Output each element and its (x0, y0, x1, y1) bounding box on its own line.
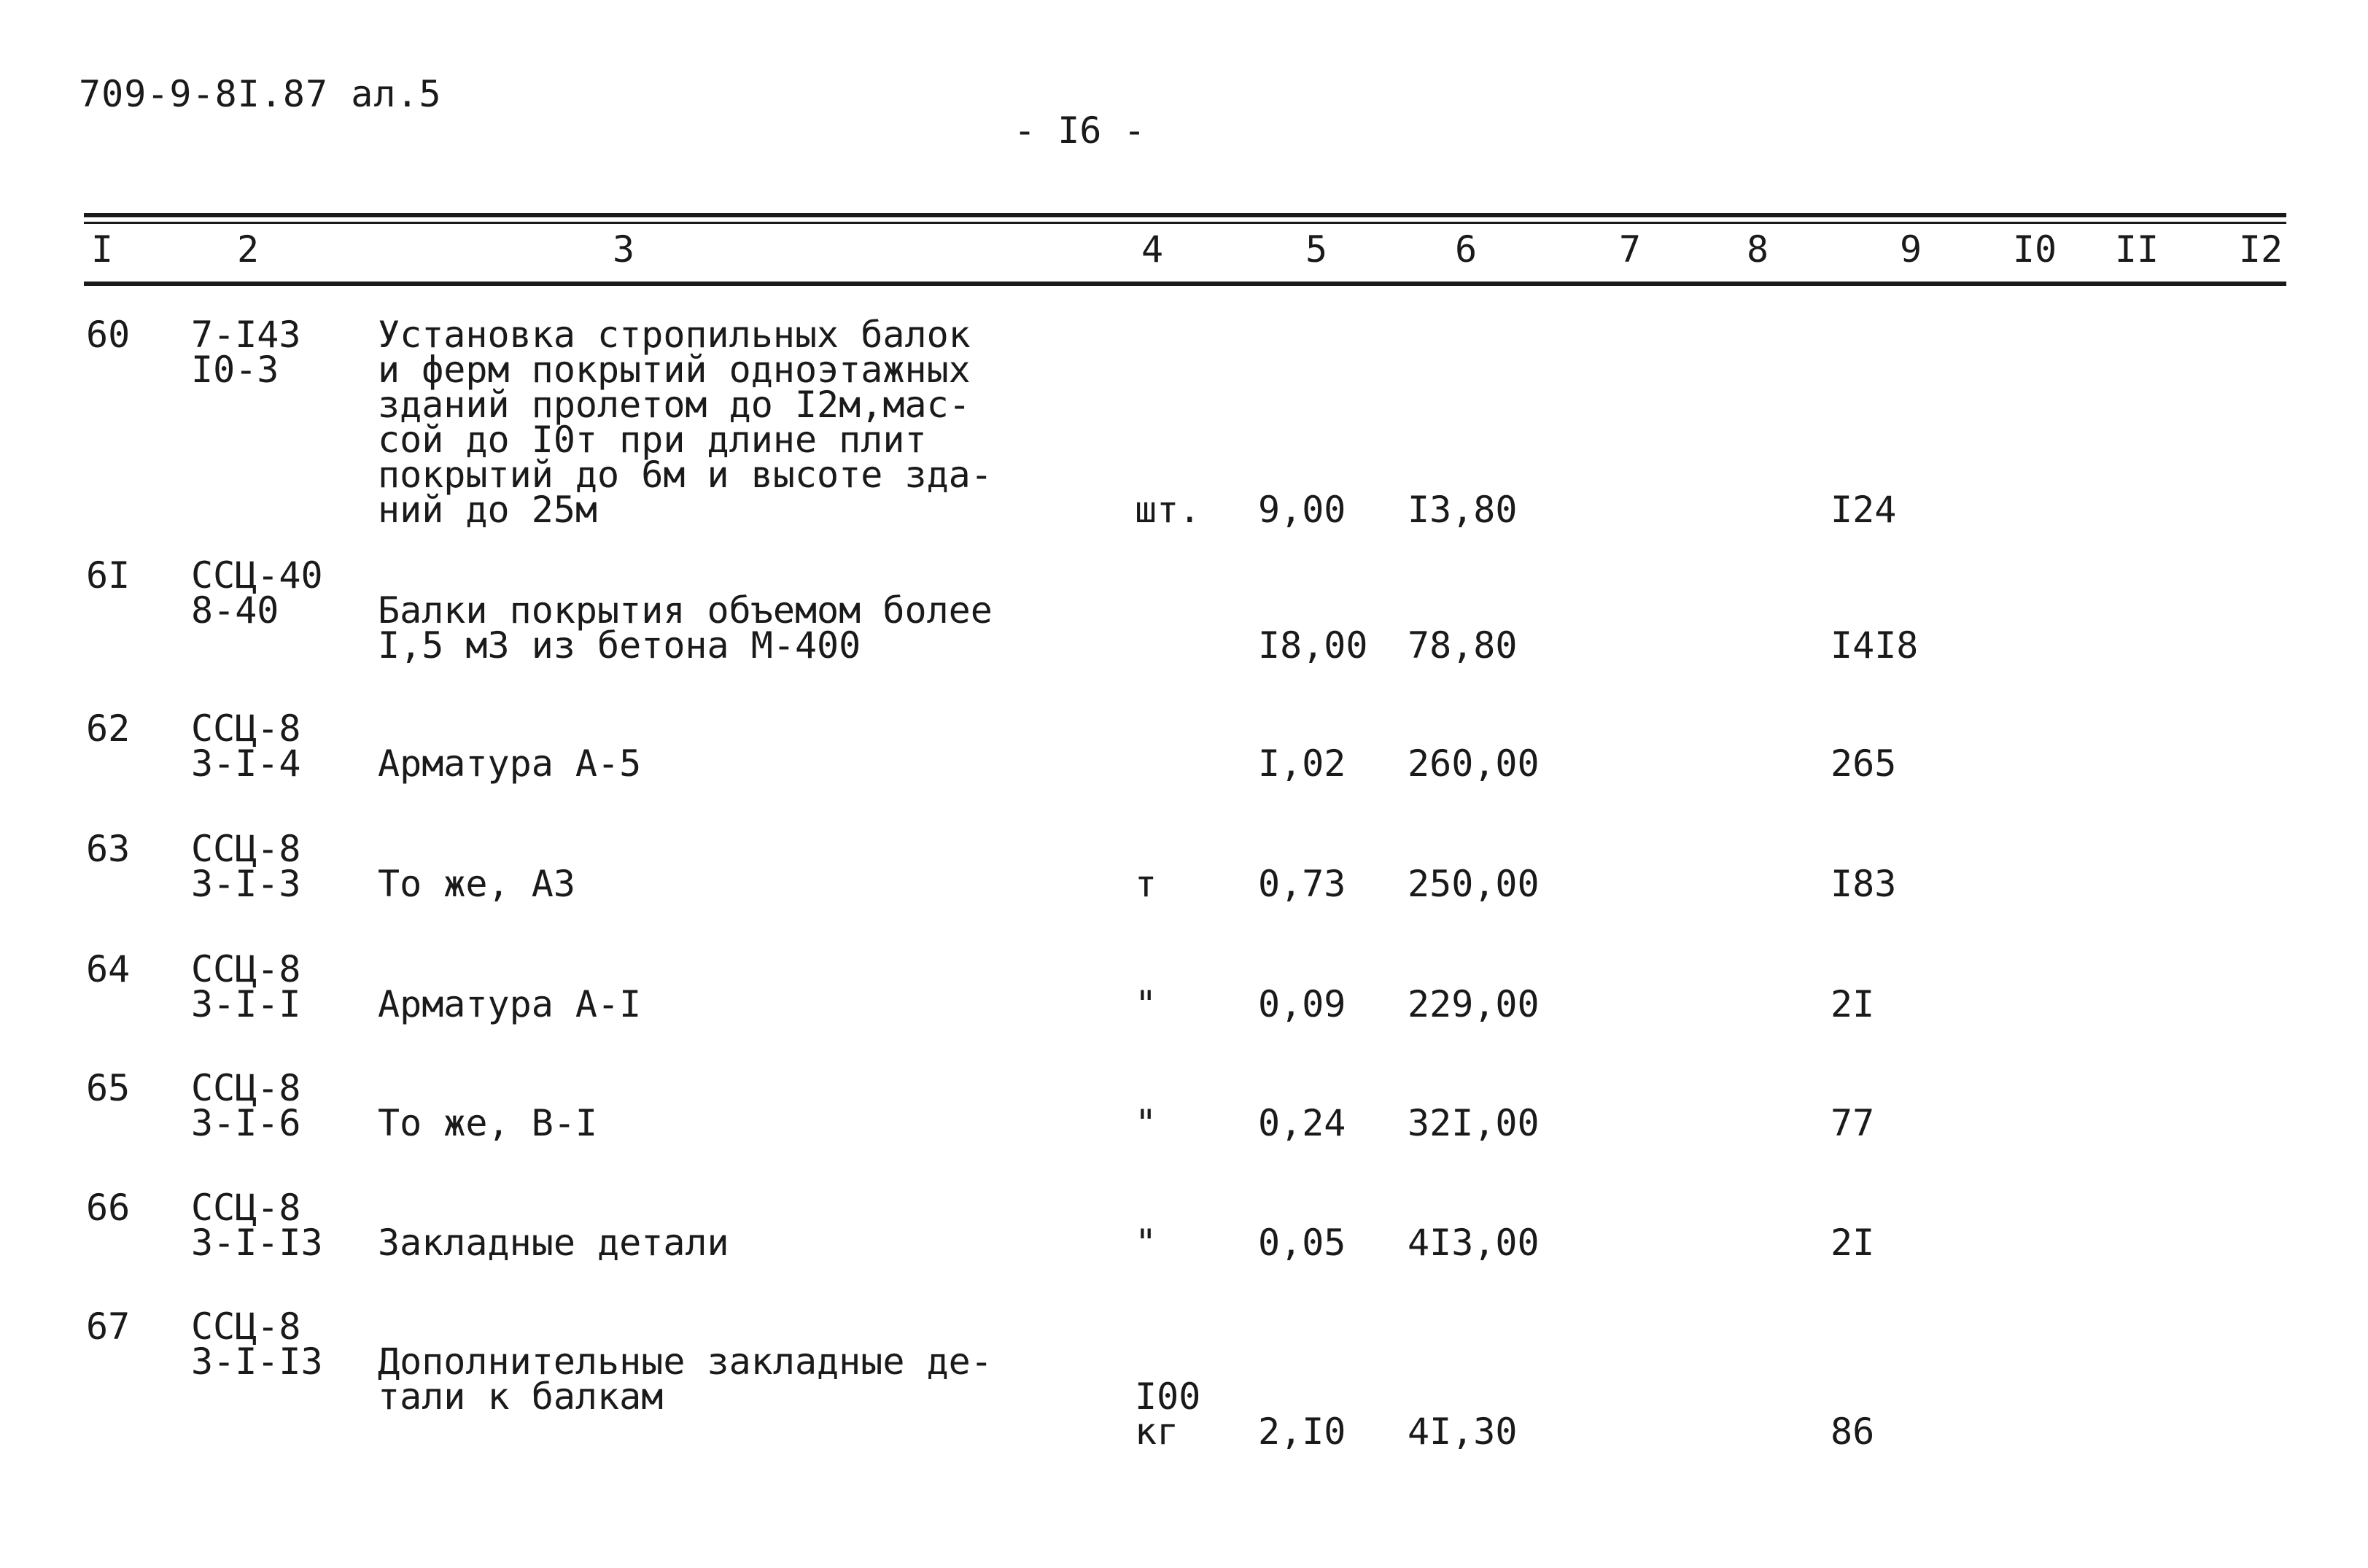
description-line: Установка стропильных балок (378, 314, 971, 356)
rate-code: 3-I-6 (191, 1102, 301, 1144)
unit-price: 229,00 (1408, 983, 1540, 1025)
description-line: Балки покрытия объемом более (378, 589, 993, 632)
document-code: 709-9-8I.87 ал.5 (79, 73, 442, 115)
unit: кг (1135, 1410, 1179, 1453)
rate-code: ССЦ-40 (191, 554, 323, 597)
col-header-8: 8 (1746, 228, 1769, 271)
unit: т (1135, 863, 1157, 905)
rate-code: I0-3 (191, 349, 279, 391)
total: I83 (1831, 863, 1897, 905)
total: 2I (1831, 1222, 1875, 1264)
rate-code: ССЦ-8 (191, 1187, 301, 1229)
quantity: 9,00 (1258, 489, 1346, 531)
quantity: 0,05 (1258, 1222, 1346, 1264)
row-number: 63 (86, 828, 131, 870)
col-header-1: I (90, 228, 114, 271)
quantity: 0,73 (1258, 863, 1346, 905)
col-header-10: I0 (2012, 228, 2057, 271)
description-line: Дополнительные закладные де- (378, 1340, 993, 1383)
table-header-rule (84, 282, 2286, 286)
row-number: 64 (86, 948, 131, 990)
row-number: 66 (86, 1187, 131, 1229)
quantity: 0,24 (1258, 1102, 1346, 1144)
description-line: и ферм покрытий одноэтажных (378, 349, 971, 391)
col-header-11: II (2114, 228, 2159, 271)
unit: I00 (1135, 1375, 1201, 1418)
unit: " (1135, 1222, 1157, 1264)
quantity: I,02 (1258, 742, 1346, 785)
rate-code: 3-I-3 (191, 863, 301, 905)
description-line: ний до 25м (378, 489, 598, 531)
description-line: То же, В-I (378, 1102, 598, 1144)
col-header-7: 7 (1618, 228, 1642, 271)
rate-code: 8-40 (191, 589, 279, 632)
description-line: сой до I0т при длине плит (378, 419, 927, 461)
rate-code: 3-I-I3 (191, 1340, 323, 1383)
col-header-2: 2 (236, 228, 260, 271)
unit: " (1135, 1102, 1157, 1144)
rate-code: ССЦ-8 (191, 948, 301, 990)
description-line: I,5 м3 из бетона М-400 (378, 624, 861, 667)
col-header-12: I2 (2238, 228, 2283, 271)
total: I24 (1831, 489, 1897, 531)
row-number: 67 (86, 1305, 131, 1348)
unit: шт. (1135, 489, 1201, 531)
rate-code: 3-I-I (191, 983, 301, 1025)
total: 2I (1831, 983, 1875, 1025)
col-header-3: 3 (612, 228, 635, 271)
col-header-4: 4 (1141, 228, 1164, 271)
total: 77 (1831, 1102, 1875, 1144)
col-header-6: 6 (1454, 228, 1478, 271)
description-line: То же, А3 (378, 863, 575, 905)
quantity: 0,09 (1258, 983, 1346, 1025)
description-line: покрытий до 6м и высоте зда- (378, 454, 993, 496)
row-number: 65 (86, 1067, 131, 1109)
unit-price: 32I,00 (1408, 1102, 1540, 1144)
description-line: Закладные детали (378, 1222, 729, 1264)
rate-code: 7-I43 (191, 314, 301, 356)
quantity: 2,I0 (1258, 1410, 1346, 1453)
col-header-5: 5 (1305, 228, 1328, 271)
description-line: зданий пролетом до I2м,мас- (378, 384, 971, 426)
total: 86 (1831, 1410, 1875, 1453)
unit-price: 260,00 (1408, 742, 1540, 785)
unit-price: I3,80 (1408, 489, 1518, 531)
rate-code: 3-I-4 (191, 742, 301, 785)
unit-price: 250,00 (1408, 863, 1540, 905)
rate-code: ССЦ-8 (191, 707, 301, 750)
description-line: тали к балкам (378, 1375, 664, 1418)
row-number: 6I (86, 554, 131, 597)
total: I4I8 (1831, 624, 1919, 667)
description-line: Арматура А-5 (378, 742, 642, 785)
table-top-rule (84, 213, 2286, 217)
rate-code: ССЦ-8 (191, 828, 301, 870)
row-number: 62 (86, 707, 131, 750)
total: 265 (1831, 742, 1897, 785)
rate-code: ССЦ-8 (191, 1305, 301, 1348)
table-header (0, 222, 2368, 281)
rate-code: ССЦ-8 (191, 1067, 301, 1109)
unit-price: 4I,30 (1408, 1410, 1518, 1453)
row-number: 60 (86, 314, 131, 356)
page-number: - I6 - (1014, 109, 1146, 152)
description-line: Арматура А-I (378, 983, 642, 1025)
quantity: I8,00 (1258, 624, 1368, 667)
col-header-9: 9 (1899, 228, 1922, 271)
unit-price: 78,80 (1408, 624, 1518, 667)
rate-code: 3-I-I3 (191, 1222, 323, 1264)
unit: " (1135, 983, 1157, 1025)
unit-price: 4I3,00 (1408, 1222, 1540, 1264)
